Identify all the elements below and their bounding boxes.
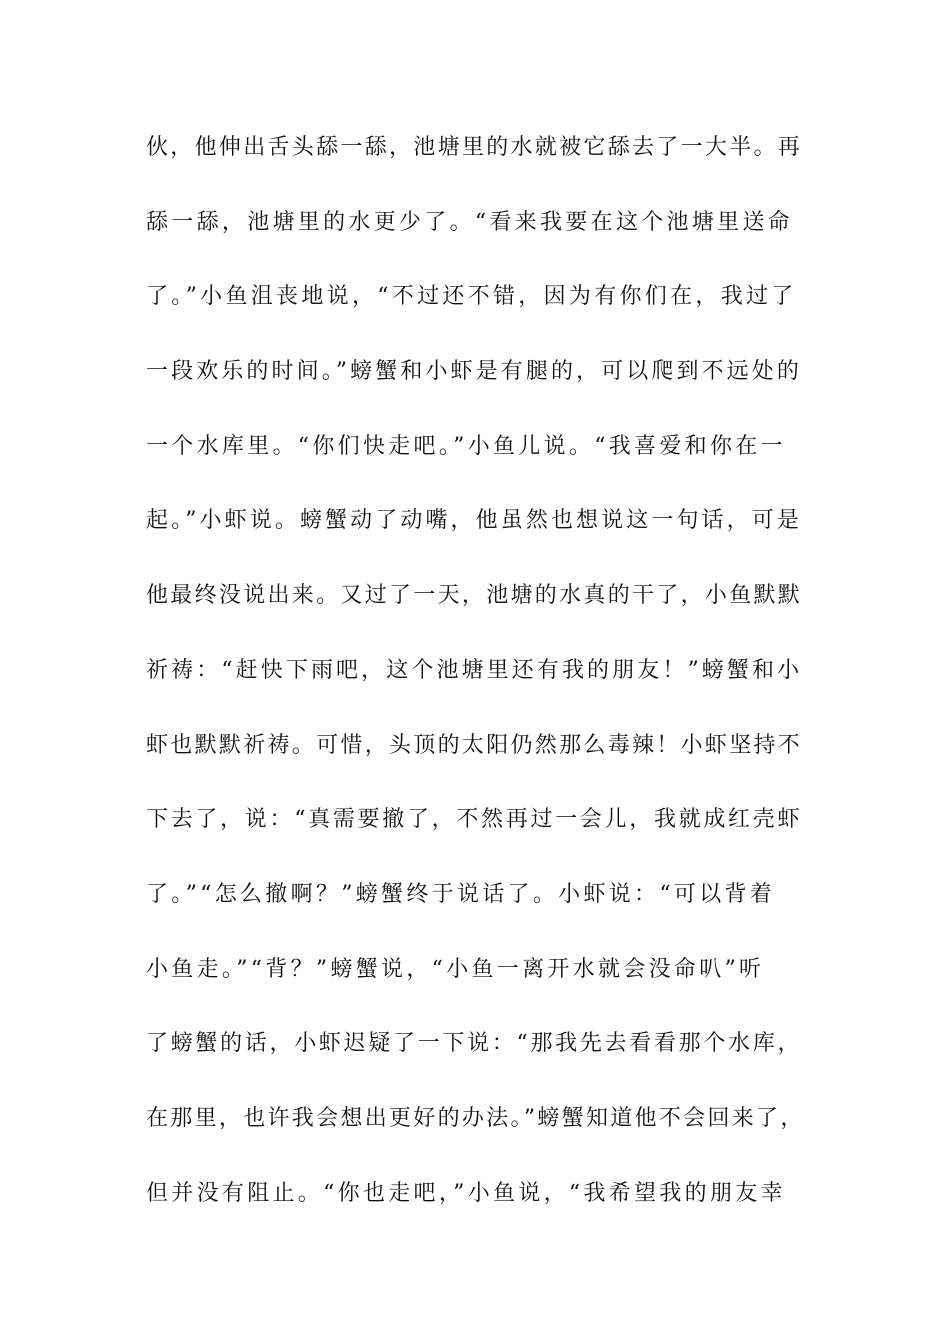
- text-line-7: 他最终没说出来。又过了一天，池塘的水真的干了，小鱼默默: [146, 583, 803, 609]
- text-line-14: 在那里，也许我会想出更好的办法。”螃蟹知道他不会回来了，: [146, 1105, 805, 1131]
- text-line-12: 小鱼走。”“背？”螃蟹说，“小鱼一离开水就会没命叭”听: [146, 956, 765, 982]
- text-line-8: 祈祷：“赶快下雨吧，这个池塘里还有我的朋友！”螃蟹和小: [146, 657, 803, 683]
- text-line-13: 了螃蟹的话，小虾迟疑了一下说：“那我先去看看那个水库，: [146, 1031, 803, 1057]
- body-text: [146, 128, 806, 1248]
- text-line-6: 起。”小虾说。螃蟹动了动嘴，他虽然也想说这一句话，可是: [146, 508, 802, 534]
- text-line-9: 虾也默默祈祷。可惜，头顶的太阳仍然那么毒辣！小虾坚持不: [146, 732, 803, 758]
- text-line-10: 下去了，说：“真需要撤了，不然再过一会儿，我就成红壳虾: [146, 807, 803, 833]
- text-line-11: 了。”“怎么撤啊？”螃蟹终于说话了。小虾说：“可以背着: [146, 881, 776, 907]
- text-line-4: 一段欢乐的时间。”螃蟹和小虾是有腿的，可以爬到不远处的: [146, 359, 802, 385]
- text-line-2: 舔一舔，池塘里的水更少了。“看来我要在这个池塘里送命: [146, 209, 794, 235]
- text-line-1: 伙，他伸出舌头舔一舔，池塘里的水就被它舔去了一大半。再: [146, 135, 803, 160]
- text-line-5: 一个水库里。“你们快走吧。”小鱼儿说。“我喜爱和你在一: [146, 433, 786, 459]
- text-line-3: 了。”小鱼沮丧地说，“不过还不错，因为有你们在，我过了: [146, 284, 797, 310]
- text-line-15: 但并没有阻止。“你也走吧，”小鱼说，“我希望我的朋友幸: [146, 1180, 786, 1206]
